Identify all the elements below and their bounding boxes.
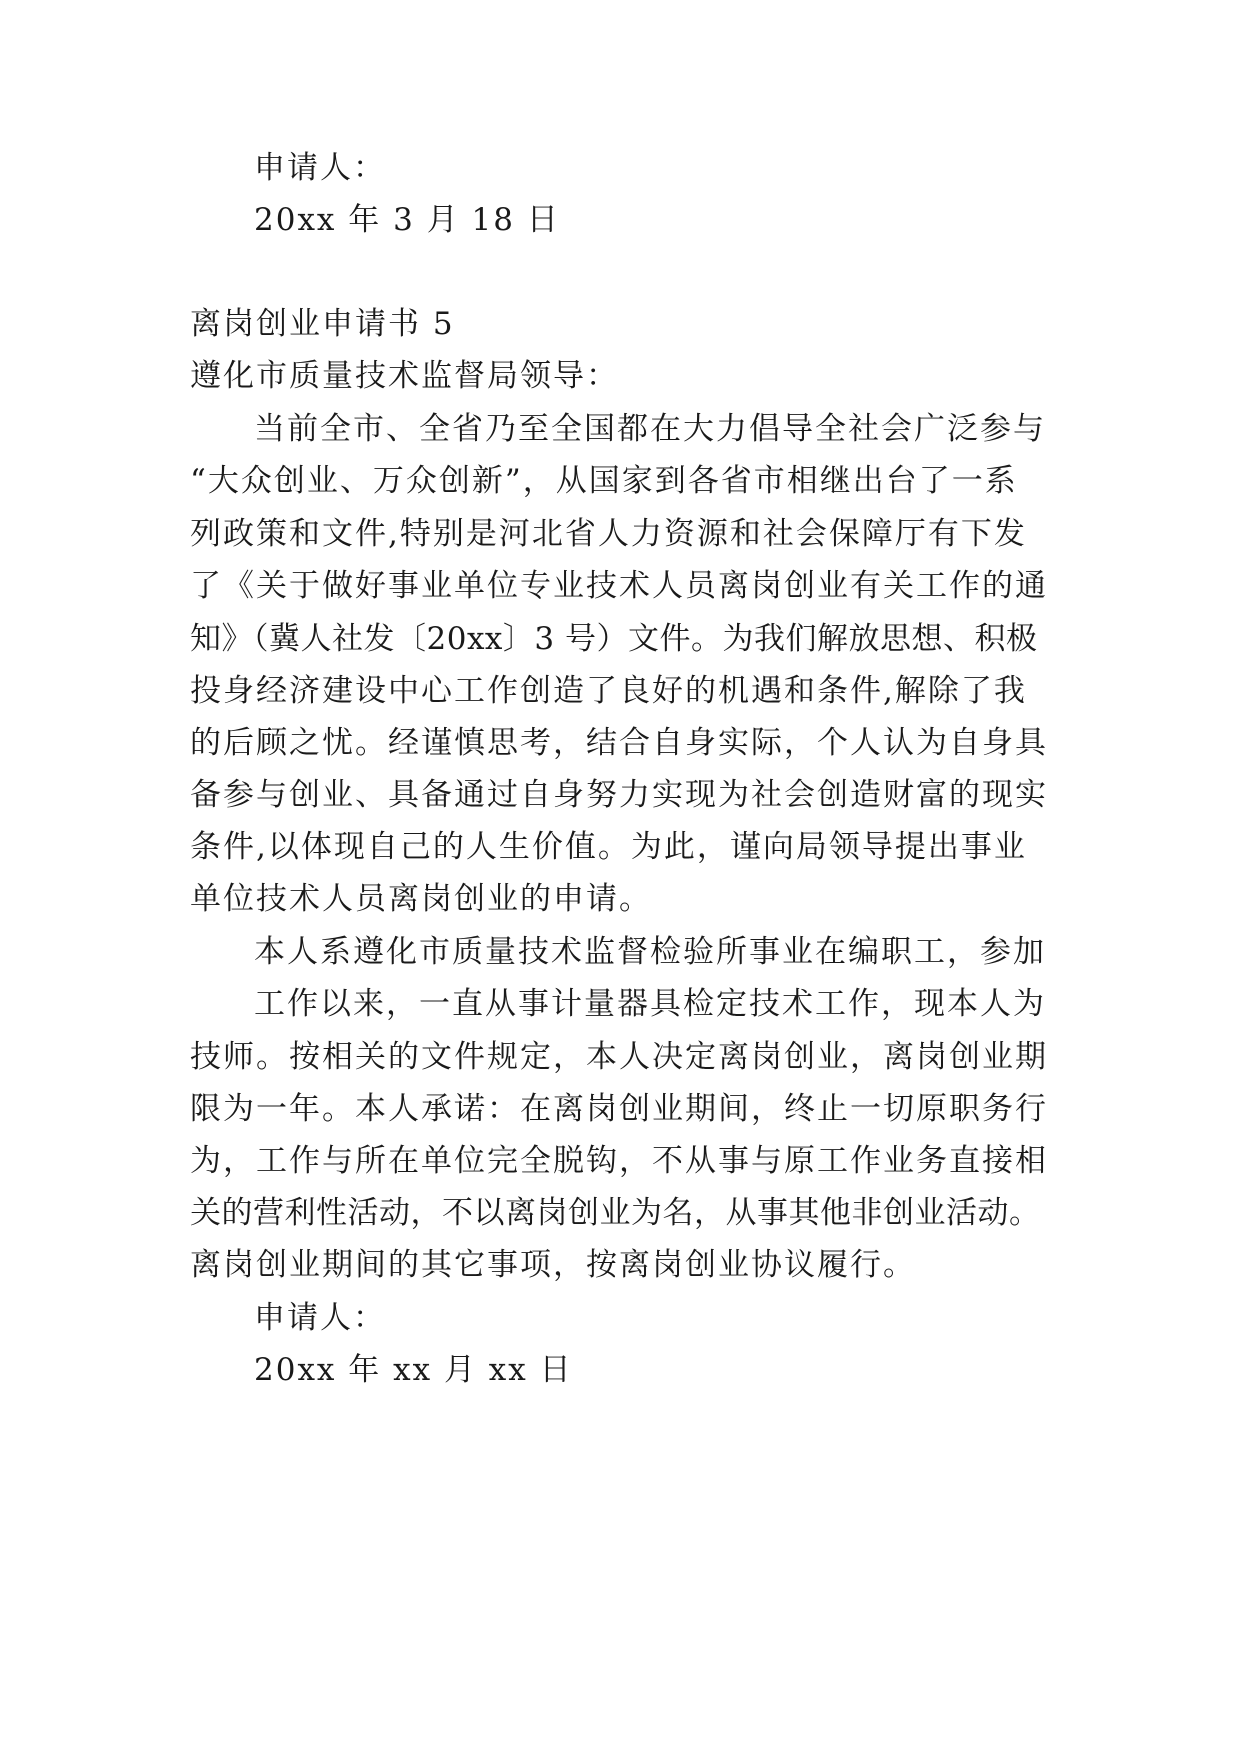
paragraph-1-line: 条件,以体现自己的人生价值。为此，谨向局领导提出事业: [190, 829, 1027, 865]
paragraph-2-line: 本人系遵化市质量技术监督检验所事业在编职工，参加: [254, 934, 1046, 970]
paragraph-1-line: 当前全市、全省乃至全国都在大力倡导全社会广泛参与: [254, 411, 1046, 447]
paragraph-2-line: 离岗创业期间的其它事项，按离岗创业协议履行。: [190, 1247, 916, 1283]
bottom-applicant-label: 申请人：: [254, 1300, 386, 1336]
top-date: 20xx 年 3 月 18 日: [254, 202, 560, 238]
paragraph-1-line: 单位技术人员离岗创业的申请。: [190, 881, 652, 917]
paragraph-1-line: 的后顾之忧。经谨慎思考，结合自身实际，个人认为自身具: [190, 725, 1048, 761]
paragraph-1-line: 备参与创业、具备通过自身努力实现为社会创造财富的现实: [190, 777, 1048, 813]
paragraph-2-line: 工作以来，一直从事计量器具检定技术工作，现本人为: [254, 986, 1046, 1022]
bottom-date: 20xx 年 xx 月 xx 日: [254, 1352, 573, 1388]
letter-title: 离岗创业申请书 5: [190, 306, 455, 342]
paragraph-1-line: 了《关于做好事业单位专业技术人员离岗创业有关工作的通: [190, 568, 1048, 604]
paragraph-1-line: 列政策和文件,特别是河北省人力资源和社会保障厅有下发: [190, 516, 1027, 552]
top-applicant-label: 申请人：: [254, 150, 386, 186]
paragraph-1-line: 投身经济建设中心工作创造了良好的机遇和条件,解除了我: [190, 673, 1027, 709]
paragraph-1-line: 知》（冀人社发〔20xx〕3 号）文件。为我们解放思想、积极: [190, 621, 1038, 657]
paragraph-2-line: 限为一年。本人承诺：在离岗创业期间，终止一切原职务行: [190, 1091, 1048, 1127]
paragraph-1-line: “大众创业、万众创新”，从国家到各省市相继出台了一系: [190, 463, 1018, 499]
paragraph-2-line: 关的营利性活动，不以离岗创业为名，从事其他非创业活动。: [190, 1195, 1041, 1231]
salutation: 遵化市质量技术监督局领导：: [190, 358, 619, 394]
paragraph-2-line: 技师。按相关的文件规定，本人决定离岗创业，离岗创业期: [190, 1039, 1048, 1075]
paragraph-2-line: 为，工作与所在单位完全脱钩，不从事与原工作业务直接相: [190, 1143, 1048, 1179]
